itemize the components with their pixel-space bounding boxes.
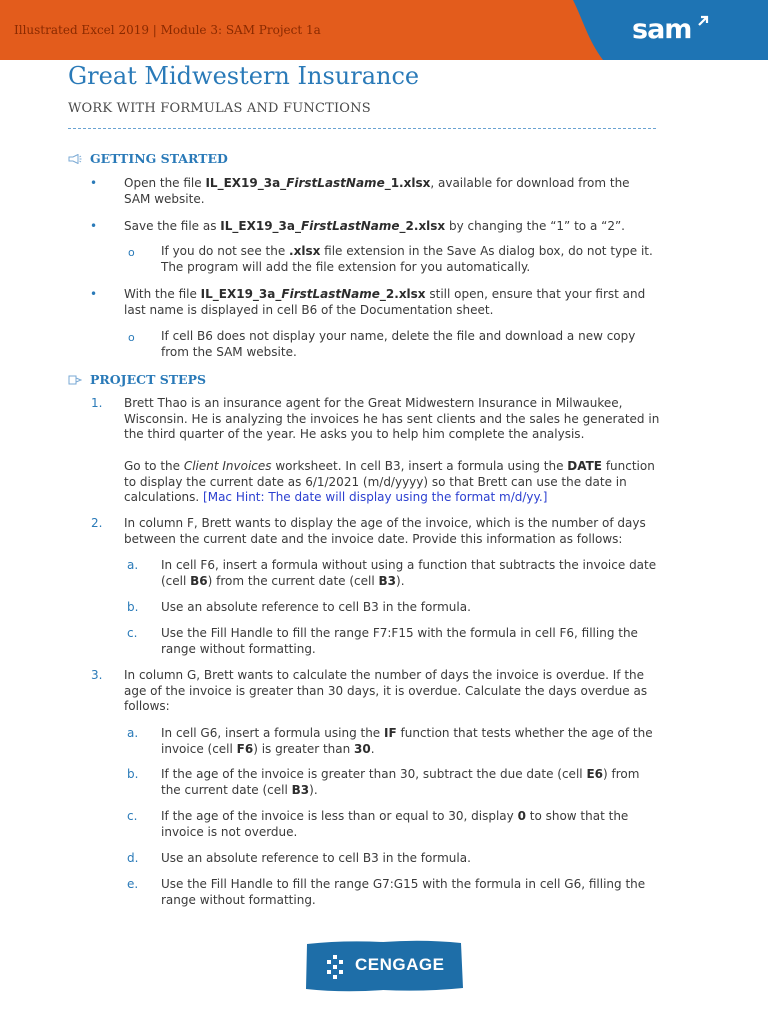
mac-hint: [Mac Hint: The date will display using the format m/d/yy.] bbox=[203, 490, 548, 504]
document-title: Great Midwestern Insurance bbox=[68, 62, 420, 90]
step-1-instructions: Go to the Client Invoices worksheet. In cell B3, insert a formula using the DATE function to display the current date as 6/1/2021 (m/d/yyyy) so that Brett can use the date in calculations. [Mac Hint: The date will display using the format m/d/yy.] bbox=[124, 459, 655, 504]
sam-logo: sam bbox=[632, 14, 692, 45]
bullet-marker: • bbox=[90, 287, 98, 301]
cengage-logo-text: CENGAGE bbox=[355, 955, 445, 974]
step-2-intro: In column F, Brett wants to display the age of the invoice, which is the number of days between the current date and the invoice date. Provide this information as follows: bbox=[124, 516, 646, 546]
section-heading-label: PROJECT STEPS bbox=[90, 372, 207, 387]
sub-bullet-marker: o bbox=[128, 246, 135, 259]
header-title: Illustrated Excel 2019 | Module 3: SAM Project 1a bbox=[14, 23, 321, 37]
sub-step-marker: e. bbox=[127, 877, 139, 891]
step-3b: If the age of the invoice is greater than 30, subtract the due date (cell E6) from the current date (cell B3). bbox=[161, 767, 640, 797]
step-3d: Use an absolute reference to cell B3 in the formula. bbox=[161, 851, 471, 865]
sub-bullet-redownload: If cell B6 does not display your name, delete the file and download a new copy from the SAM website. bbox=[161, 329, 636, 359]
bullet-check-name: With the file IL_EX19_3a_FirstLastName_2.xlsx still open, ensure that your first and last name is displayed in cell B6 of the Documentation sheet. bbox=[124, 287, 646, 317]
sub-bullet-extension: If you do not see the .xlsx file extension in the Save As dialog box, do not type it. The program will add the file extension for you automatically. bbox=[161, 244, 653, 274]
megaphone-icon bbox=[68, 154, 82, 164]
sam-arrow-icon bbox=[697, 15, 709, 27]
step-2c: Use the Fill Handle to fill the range F7:F15 with the formula in cell F6, filling the range without formatting. bbox=[161, 626, 638, 656]
step-3e: Use the Fill Handle to fill the range G7:G15 with the formula in cell G6, filling the range without formatting. bbox=[161, 877, 646, 907]
sub-step-marker: b. bbox=[127, 767, 139, 781]
step-3c: If the age of the invoice is less than or equal to 30, display 0 to show that the invoice is not overdue. bbox=[161, 809, 629, 839]
sub-step-marker: d. bbox=[127, 851, 139, 865]
sub-step-marker: c. bbox=[127, 809, 138, 823]
section-heading-getting-started bbox=[68, 151, 228, 166]
section-heading-label: GETTING STARTED bbox=[90, 151, 228, 166]
document-subtitle: WORK WITH FORMULAS AND FUNCTIONS bbox=[68, 101, 371, 116]
sub-bullet-marker: o bbox=[128, 331, 135, 344]
header-bar bbox=[0, 0, 768, 60]
step-number: 2. bbox=[91, 516, 103, 530]
bullet-marker: • bbox=[90, 176, 98, 190]
step-3-intro: In column G, Brett wants to calculate the number of days the invoice is overdue. If the age of the invoice is greater than 30 days, it is overdue. Calculate the days overdue as follows: bbox=[124, 668, 648, 713]
sub-step-marker: a. bbox=[127, 558, 139, 572]
section-heading-project-steps bbox=[68, 372, 206, 387]
step-2a: In cell F6, insert a formula without using a function that subtracts the invoice date (cell B6) from the current date (cell B3). bbox=[161, 558, 657, 588]
bullet-open-file: Open the file IL_EX19_3a_FirstLastName_1.xlsx, available for download from the SAM website. bbox=[124, 176, 630, 206]
bullet-save-file: Save the file as IL_EX19_3a_FirstLastName_2.xlsx by changing the “1” to a “2”. bbox=[124, 219, 625, 233]
steps-icon bbox=[68, 375, 82, 385]
sub-step-marker: c. bbox=[127, 626, 138, 640]
sub-step-marker: b. bbox=[127, 600, 139, 614]
step-2b: Use an absolute reference to cell B3 in the formula. bbox=[161, 600, 471, 614]
bullet-marker: • bbox=[90, 219, 98, 233]
step-1-intro: Brett Thao is an insurance agent for the Great Midwestern Insurance in Milwaukee, Wisconsin. He is analyzing the invoices he has sent clients and the sales he generated in the third quarter of the year. He asks you to help him complete the analysis. bbox=[124, 396, 660, 441]
step-number: 3. bbox=[91, 668, 103, 682]
dashed-divider bbox=[68, 128, 656, 129]
step-number: 1. bbox=[91, 396, 103, 410]
step-3a: In cell G6, insert a formula using the IF function that tests whether the age of the invoice (cell F6) is greater than 30. bbox=[161, 726, 653, 756]
sub-step-marker: a. bbox=[127, 726, 139, 740]
